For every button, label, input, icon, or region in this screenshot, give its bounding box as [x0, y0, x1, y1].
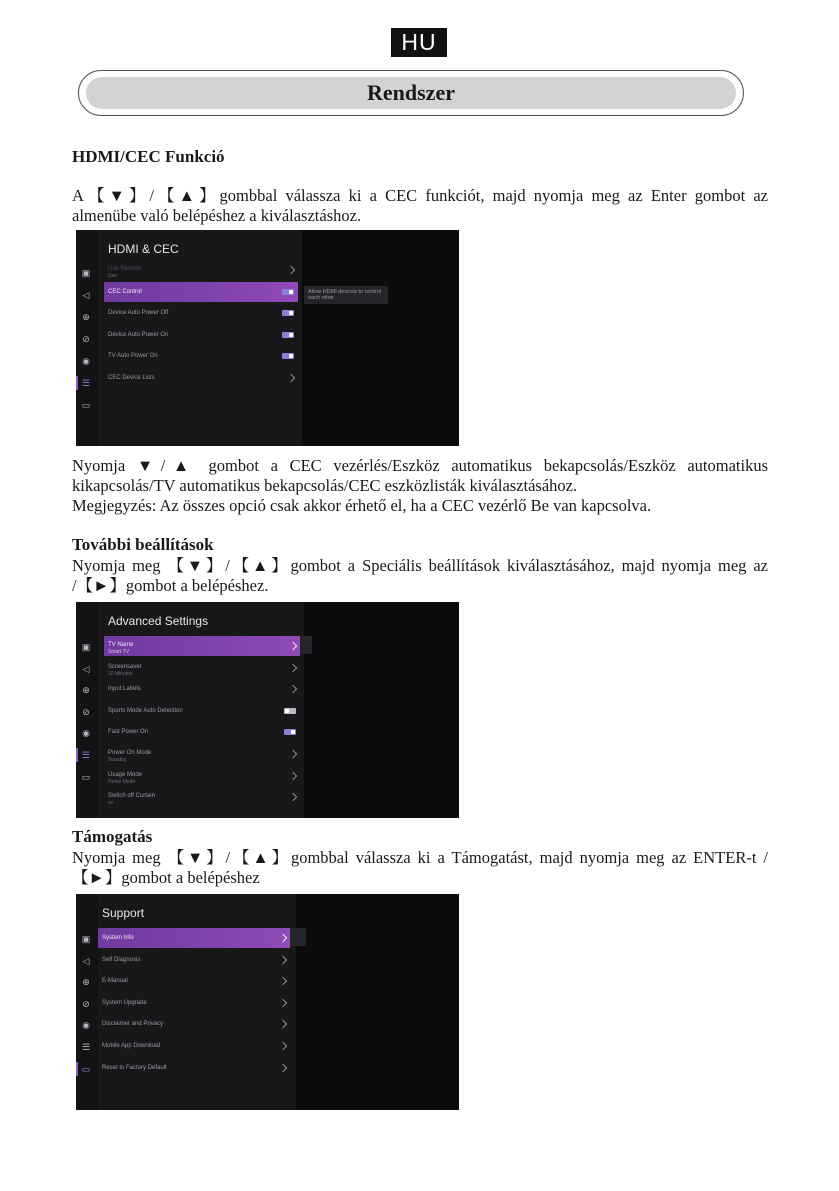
menu-item-label: Device Auto Power Off — [108, 310, 169, 317]
chevron-right-icon — [289, 793, 297, 801]
menu-item-label: TV Auto Power On — [108, 353, 158, 360]
toggle-switch[interactable] — [282, 289, 294, 295]
toggle-switch[interactable] — [282, 353, 294, 359]
menu-item[interactable] — [98, 1058, 290, 1078]
menu-item-value: Home Mode — [108, 778, 136, 785]
chevron-right-icon — [279, 1020, 287, 1028]
screen-title: Advanced Settings — [108, 614, 209, 628]
chevron-right-icon — [287, 374, 295, 382]
toggle-switch[interactable] — [284, 708, 296, 714]
note-line: Megjegyzés: Az összes opció csak akkor érhető el, ha a CEC vezérlő Be van kapcsolva. — [72, 496, 652, 515]
menu-item[interactable] — [104, 787, 300, 807]
chevron-right-icon — [279, 955, 287, 963]
active-category-marker — [76, 1062, 78, 1076]
system-icon[interactable]: ☰ — [81, 1042, 91, 1052]
menu-item-label: Disclaimer and Privacy — [102, 1021, 164, 1028]
menu-item-label: E-Manual — [102, 978, 128, 985]
picture-icon[interactable]: ▣ — [81, 268, 91, 278]
intro-line: A【▼】/【▲】gombbal válassza ki a CEC funkciót, majd nyomja meg az Enter gombot az — [72, 186, 768, 205]
chevron-right-icon — [289, 685, 297, 693]
accessibility-icon[interactable]: ◉ — [82, 1020, 90, 1031]
menu-item-label: Device Auto Power On — [108, 331, 169, 338]
menu-item[interactable] — [98, 928, 290, 948]
chevron-right-icon — [289, 750, 297, 758]
item-description: Allow HDMI devices to control each other. — [304, 286, 388, 304]
menu-item[interactable] — [104, 744, 300, 764]
menu-item-label: Screensaver — [108, 663, 142, 670]
chevron-right-icon — [279, 977, 287, 985]
menu-item[interactable] — [98, 1014, 290, 1034]
menu-item[interactable] — [104, 282, 298, 302]
accessibility-icon[interactable]: ◉ — [82, 356, 90, 366]
menu-item-value: Standby — [108, 757, 127, 763]
sound-icon[interactable]: ◁ — [82, 290, 90, 300]
active-category-marker — [76, 376, 78, 390]
chevron-right-icon — [279, 934, 287, 942]
menu-item-label: Reset to Factory Default — [102, 1064, 167, 1071]
hdmi-cec-intro — [72, 186, 768, 226]
menu-item[interactable] — [104, 346, 298, 366]
menu-item-label: System Upgrade — [102, 999, 147, 1006]
instruction-line: Nyomja ▼/▲ gombot a CEC vezérlés/Eszköz automatikus bekapcsolás/Eszköz automatikus — [72, 456, 768, 475]
chevron-right-icon — [279, 1063, 287, 1071]
support-heading: Támogatás — [72, 827, 153, 846]
menu-item-label: Fast Power On — [108, 729, 149, 736]
hdmi-cec-heading: HDMI/CEC Funkció — [72, 147, 225, 166]
chevron-right-icon — [289, 771, 297, 779]
screen-title: HDMI & CEC — [108, 242, 179, 256]
menu-item-label: System Info — [102, 935, 134, 941]
menu-item[interactable] — [104, 658, 300, 678]
network-icon[interactable]: ⊕ — [82, 685, 90, 696]
menu-item[interactable] — [104, 325, 298, 345]
chevron-right-icon — [289, 663, 297, 671]
sound-icon[interactable]: ◁ — [82, 955, 90, 966]
section-banner-title: Rendszer — [86, 77, 736, 109]
support-icon[interactable]: ▭ — [81, 400, 91, 410]
advanced-settings-screenshot — [76, 602, 459, 818]
hdmi-cec-instructions — [72, 456, 768, 516]
system-icon[interactable]: ☰ — [81, 378, 91, 388]
menu-item[interactable] — [104, 260, 298, 280]
menu-item-label: Mobile App Download — [102, 1043, 161, 1049]
instruction-line: kikapcsolás/TV automatikus bekapcsolás/CEC eszközlisták kiválasztásához. — [72, 476, 578, 495]
intro-line: almenübe való belépéshez a kiválasztáshoz. — [72, 206, 362, 225]
menu-item-value: Smart TV — [108, 649, 130, 655]
support-screenshot — [76, 894, 459, 1110]
support-icon[interactable]: ▭ — [81, 1063, 91, 1074]
instruction-line: 【►】gombot a belépéshez — [72, 868, 260, 887]
menu-item-label: Usage Mode — [108, 771, 143, 778]
menu-item[interactable] — [104, 722, 300, 742]
advanced-settings-instructions — [72, 556, 768, 596]
menu-item[interactable] — [104, 636, 300, 656]
menu-item[interactable] — [104, 766, 300, 786]
support-instructions — [72, 848, 768, 888]
network-icon[interactable]: ⊕ — [82, 312, 90, 322]
hdmi-cec-screenshot — [76, 230, 459, 446]
screen-title: Support — [102, 906, 145, 920]
menu-item-value: 10 Minutes — [108, 670, 133, 677]
toggle-switch[interactable] — [284, 729, 296, 735]
active-category-marker — [76, 748, 78, 762]
menu-item[interactable] — [98, 1036, 290, 1056]
support-icon[interactable]: ▭ — [81, 771, 91, 782]
menu-item-label: Use Remote — [108, 266, 142, 272]
sports-icon[interactable]: ⊘ — [82, 998, 90, 1009]
accessibility-icon[interactable]: ◉ — [82, 728, 90, 739]
advanced-settings-heading: További beállítások — [72, 535, 214, 554]
chevron-right-icon — [279, 999, 287, 1007]
menu-item-value: ss — [108, 800, 113, 807]
menu-item-label: Sports Mode Auto Detection — [108, 707, 183, 714]
instruction-line: Nyomja meg 【▼】/【▲】gombot a Speciális beállítások kiválasztásához, majd nyomja meg az — [72, 556, 768, 575]
menu-item-label: Power On Mode — [108, 750, 152, 756]
menu-item[interactable] — [98, 993, 290, 1013]
instruction-line: /【►】gombot a belépéshez. — [72, 576, 269, 595]
menu-item[interactable] — [104, 701, 300, 721]
menu-item-label: Switch off Curtain — [108, 793, 155, 800]
menu-item-label: Self Diagnosis — [102, 956, 141, 963]
chevron-right-icon — [287, 266, 295, 274]
menu-item-label: CEC Device Lists — [108, 375, 155, 381]
menu-item-label: TV Name — [108, 642, 134, 648]
network-icon[interactable]: ⊕ — [82, 977, 90, 988]
system-icon[interactable]: ☰ — [81, 750, 91, 760]
menu-item[interactable] — [104, 368, 298, 388]
menu-item[interactable] — [104, 303, 298, 323]
sports-icon[interactable]: ⊘ — [82, 706, 90, 717]
sound-icon[interactable]: ◁ — [82, 663, 90, 674]
menu-item[interactable] — [98, 971, 290, 991]
toggle-switch[interactable] — [282, 310, 294, 316]
menu-item[interactable] — [104, 679, 300, 699]
chevron-right-icon — [289, 642, 297, 650]
menu-item-label: CEC Control — [108, 288, 142, 295]
picture-icon[interactable]: ▣ — [81, 934, 91, 944]
picture-icon[interactable]: ▣ — [81, 642, 91, 652]
sports-icon[interactable]: ⊘ — [82, 334, 90, 344]
chevron-right-icon — [279, 1042, 287, 1050]
toggle-switch[interactable] — [282, 332, 294, 338]
language-badge: HU — [391, 28, 447, 57]
instruction-line: Nyomja meg 【▼】/【▲】gombbal válassza ki a Támogatást, majd nyomja meg az ENTER-t / — [72, 848, 768, 867]
menu-item-label: Input Labels — [108, 686, 141, 693]
menu-item[interactable] — [98, 950, 290, 970]
menu-item-value: Use — [108, 273, 117, 279]
